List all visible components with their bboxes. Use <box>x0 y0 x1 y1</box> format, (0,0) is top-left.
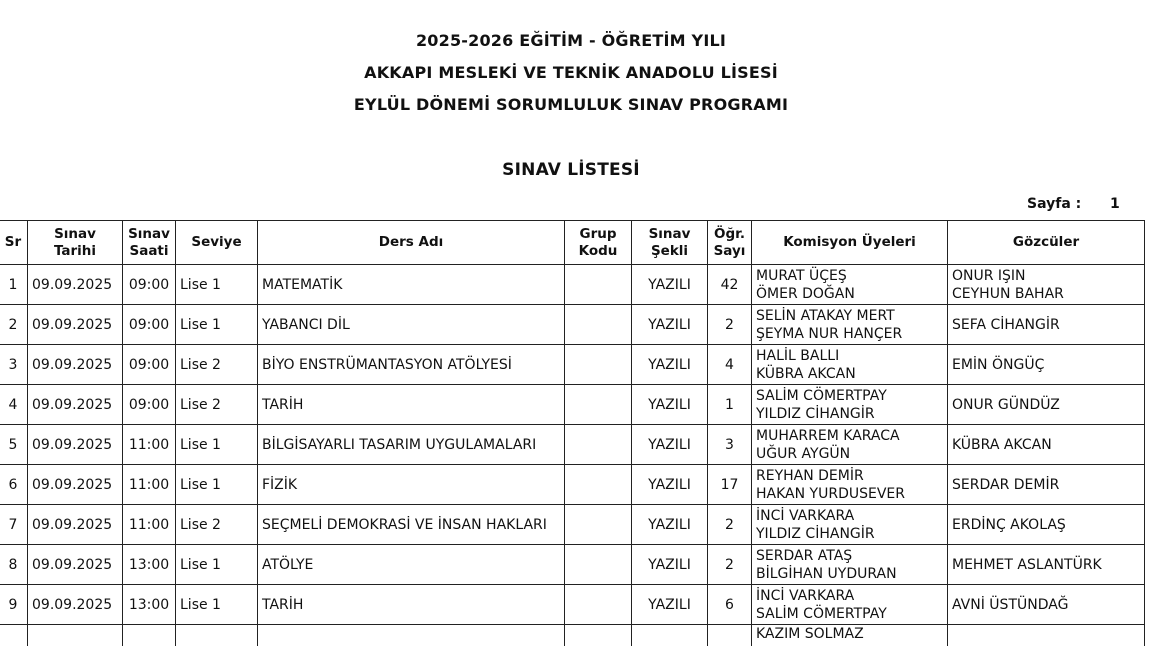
exam-program-title: EYLÜL DÖNEMİ SORUMLULUK SINAV PROGRAMI <box>353 95 789 114</box>
cell-type: YAZILI <box>632 465 708 505</box>
cell-committee <box>752 505 948 545</box>
cell-date: 09.09.2025 <box>28 265 123 305</box>
proctor-name: ONUR GÜNDÜZ <box>952 396 1060 413</box>
col-header-count: Öğr. Sayı <box>708 221 752 265</box>
cell-sr: 1 <box>0 265 28 305</box>
cell-date: 09.09.2025 <box>28 345 123 385</box>
cell-course: ATÖLYE <box>258 545 565 585</box>
cell-type: YAZILI <box>632 305 708 345</box>
cell-sr: 9 <box>0 585 28 625</box>
cell-level: Lise 1 <box>176 305 258 345</box>
cell-proctors <box>948 265 1145 305</box>
table-row <box>0 505 1145 545</box>
table-row <box>0 625 1145 646</box>
cell-type <box>632 625 708 646</box>
cell-type: YAZILI <box>632 425 708 465</box>
cell-group <box>565 545 632 585</box>
cell-proctors <box>948 385 1145 425</box>
cell-group <box>565 505 632 545</box>
cell-group <box>565 305 632 345</box>
cell-type: YAZILI <box>632 345 708 385</box>
col-header-group: Grup Kodu <box>565 221 632 265</box>
proctor-name: MEHMET ASLANTÜRK <box>952 556 1102 573</box>
cell-time: 09:00 <box>123 385 176 425</box>
cell-count <box>708 625 752 646</box>
exam-list-subtitle: SINAV LİSTESİ <box>502 160 640 180</box>
cell-course: BİLGİSAYARLI TASARIM UYGULAMALARI <box>258 425 565 465</box>
cell-course: YABANCI DİL <box>258 305 565 345</box>
cell-proctors <box>948 305 1145 345</box>
cell-committee <box>752 385 948 425</box>
school-name-title: AKKAPI MESLEKİ VE TEKNİK ANADOLU LİSESİ <box>364 63 778 82</box>
committee-member: MURAT ÜÇEŞ <box>756 267 847 284</box>
proctor-name: SERDAR DEMİR <box>952 476 1060 493</box>
cell-course: FİZİK <box>258 465 565 505</box>
cell-level: Lise 2 <box>176 505 258 545</box>
cell-proctors <box>948 545 1145 585</box>
cell-sr: 8 <box>0 545 28 585</box>
proctor-name: ONUR IŞIN <box>952 267 1026 284</box>
committee-member: ÖMER DOĞAN <box>756 285 855 302</box>
proctor-name: SEFA CİHANGİR <box>952 316 1060 333</box>
cell-sr: 7 <box>0 505 28 545</box>
cell-date: 09.09.2025 <box>28 305 123 345</box>
cell-type: YAZILI <box>632 545 708 585</box>
cell-count: 2 <box>708 545 752 585</box>
cell-time: 09:00 <box>123 305 176 345</box>
cell-sr: 3 <box>0 345 28 385</box>
cell-level: Lise 1 <box>176 465 258 505</box>
cell-date: 09.09.2025 <box>28 385 123 425</box>
col-header-time: Sınav Saati <box>123 221 176 265</box>
col-header-level: Seviye <box>176 221 258 265</box>
committee-member: HALİL BALLI <box>756 347 840 364</box>
committee-member: İNCİ VARKARA <box>756 507 855 524</box>
cell-proctors <box>948 345 1145 385</box>
cell-group <box>565 625 632 646</box>
cell-time: 11:00 <box>123 425 176 465</box>
cell-course: TARİH <box>258 385 565 425</box>
cell-sr: 5 <box>0 425 28 465</box>
table-row <box>0 345 1145 385</box>
committee-member: YILDIZ CİHANGİR <box>756 405 875 422</box>
committee-member: REYHAN DEMİR <box>756 467 864 484</box>
cell-type: YAZILI <box>632 385 708 425</box>
cell-type: YAZILI <box>632 505 708 545</box>
cell-level: Lise 2 <box>176 345 258 385</box>
cell-proctors <box>948 465 1145 505</box>
col-header-committee: Komisyon Üyeleri <box>752 221 948 265</box>
committee-member: MUHARREM KARACA <box>756 427 900 444</box>
cell-date: 09.09.2025 <box>28 585 123 625</box>
cell-sr <box>0 625 28 646</box>
committee-member: İNCİ VARKARA <box>756 587 855 604</box>
cell-time: 11:00 <box>123 505 176 545</box>
cell-type: YAZILI <box>632 585 708 625</box>
cell-count: 42 <box>708 265 752 305</box>
cell-proctors <box>948 425 1145 465</box>
committee-member: KAZIM SOLMAZ <box>756 626 864 642</box>
cell-level: Lise 1 <box>176 425 258 465</box>
cell-committee <box>752 625 948 646</box>
committee-member: KÜBRA AKCAN <box>756 365 856 382</box>
cell-level: Lise 2 <box>176 385 258 425</box>
cell-course: BİYO ENSTRÜMANTASYON ATÖLYESİ <box>258 345 565 385</box>
cell-count: 6 <box>708 585 752 625</box>
page-number: 1 <box>1110 196 1120 212</box>
table-row <box>0 385 1145 425</box>
col-header-type: Sınav Şekli <box>632 221 708 265</box>
cell-time: 09:00 <box>123 345 176 385</box>
cell-proctors <box>948 505 1145 545</box>
cell-course <box>258 625 565 646</box>
cell-group <box>565 265 632 305</box>
cell-level: Lise 1 <box>176 585 258 625</box>
committee-member: SALİM CÖMERTPAY <box>756 387 887 404</box>
cell-count: 2 <box>708 305 752 345</box>
cell-group <box>565 345 632 385</box>
cell-committee <box>752 305 948 345</box>
cell-count: 4 <box>708 345 752 385</box>
cell-time: 09:00 <box>123 265 176 305</box>
committee-member: BİLGİHAN UYDURAN <box>756 565 897 582</box>
page-label: Sayfa : <box>1027 196 1082 212</box>
committee-member: HAKAN YURDUSEVER <box>756 485 905 502</box>
exam-table <box>0 220 1145 646</box>
cell-committee <box>752 585 948 625</box>
cell-group <box>565 585 632 625</box>
cell-time: 13:00 <box>123 585 176 625</box>
proctor-name: KÜBRA AKCAN <box>952 436 1052 453</box>
cell-committee <box>752 425 948 465</box>
col-header-proctors: Gözcüler <box>948 221 1145 265</box>
committee-member: SERDAR ATAŞ <box>756 547 853 564</box>
table-row <box>0 425 1145 465</box>
cell-date: 09.09.2025 <box>28 505 123 545</box>
cell-time <box>123 625 176 646</box>
col-header-date: Sınav Tarihi <box>28 221 123 265</box>
table-header-row <box>0 221 1145 265</box>
cell-level <box>176 625 258 646</box>
cell-level: Lise 1 <box>176 265 258 305</box>
committee-member: SALİM CÖMERTPAY <box>756 605 887 622</box>
cell-sr: 4 <box>0 385 28 425</box>
col-header-sr: Sr <box>0 221 28 265</box>
cell-date: 09.09.2025 <box>28 425 123 465</box>
committee-member: ŞEYMA NUR HANÇER <box>756 325 903 342</box>
table-row <box>0 305 1145 345</box>
cell-course: MATEMATİK <box>258 265 565 305</box>
cell-date: 09.09.2025 <box>28 545 123 585</box>
committee-member: YILDIZ CİHANGİR <box>756 525 875 542</box>
col-header-course: Ders Adı <box>258 221 565 265</box>
table-row <box>0 545 1145 585</box>
committee-member: UĞUR AYGÜN <box>756 445 851 462</box>
cell-proctors <box>948 625 1145 646</box>
cell-committee <box>752 545 948 585</box>
cell-committee <box>752 345 948 385</box>
cell-time: 11:00 <box>123 465 176 505</box>
school-year-title: 2025-2026 EĞİTİM - ÖĞRETİM YILI <box>415 31 727 50</box>
cell-count: 3 <box>708 425 752 465</box>
proctor-name: CEYHUN BAHAR <box>952 285 1064 302</box>
table-row <box>0 265 1145 305</box>
cell-group <box>565 465 632 505</box>
cell-count: 17 <box>708 465 752 505</box>
cell-level: Lise 1 <box>176 545 258 585</box>
cell-committee <box>752 465 948 505</box>
cell-sr: 2 <box>0 305 28 345</box>
table-row <box>0 585 1145 625</box>
cell-group <box>565 385 632 425</box>
cell-time: 13:00 <box>123 545 176 585</box>
committee-member: SELİN ATAKAY MERT <box>756 307 895 324</box>
proctor-name: ERDİNÇ AKOLAŞ <box>952 516 1066 533</box>
cell-date: 09.09.2025 <box>28 465 123 505</box>
cell-count: 1 <box>708 385 752 425</box>
cell-count: 2 <box>708 505 752 545</box>
cell-proctors <box>948 585 1145 625</box>
cell-date <box>28 625 123 646</box>
cell-group <box>565 425 632 465</box>
cell-type: YAZILI <box>632 265 708 305</box>
cell-committee <box>752 265 948 305</box>
proctor-name: EMİN ÖNGÜÇ <box>952 356 1045 373</box>
cell-course: SEÇMELİ DEMOKRASİ VE İNSAN HAKLARI <box>258 505 565 545</box>
table-row <box>0 465 1145 505</box>
cell-sr: 6 <box>0 465 28 505</box>
proctor-name: AVNİ ÜSTÜNDAĞ <box>952 596 1069 613</box>
cell-course: TARİH <box>258 585 565 625</box>
